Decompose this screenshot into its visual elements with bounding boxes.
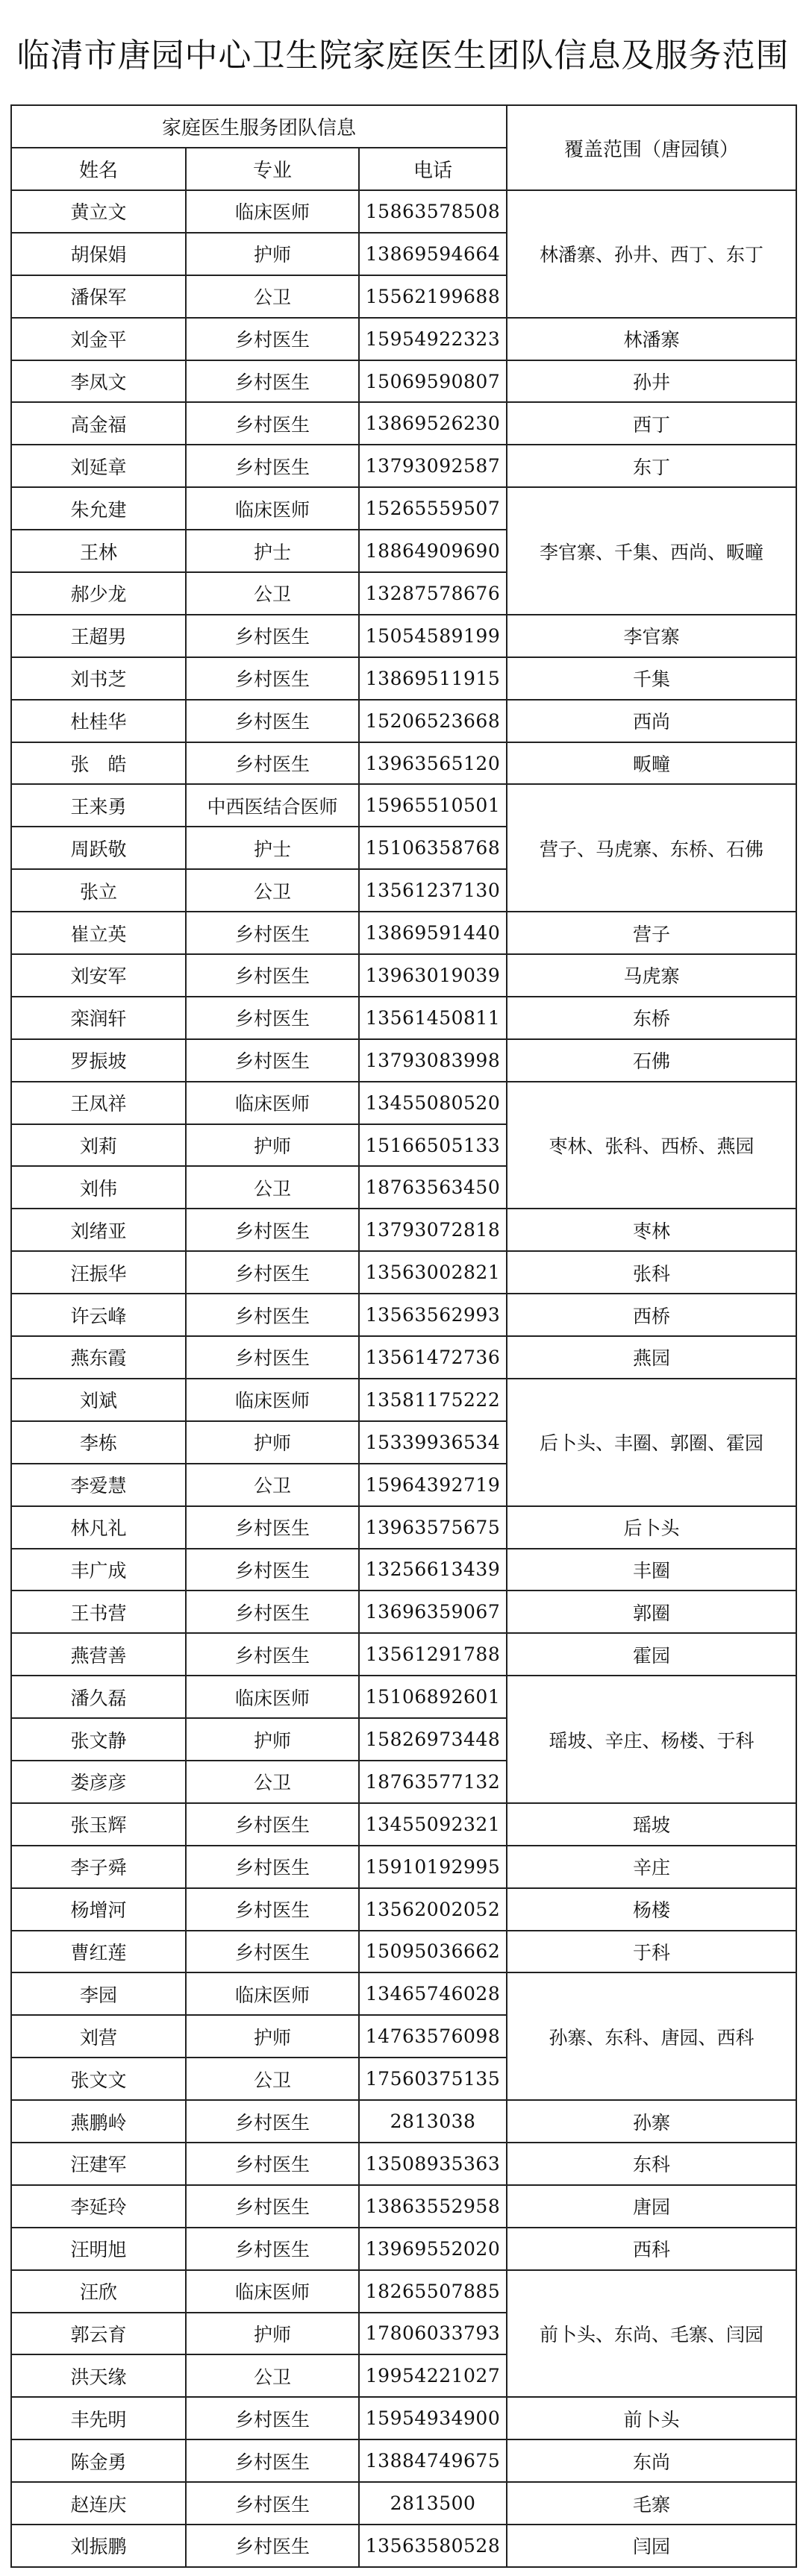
cell-specialty: 乡村医生 [186, 2397, 359, 2439]
table-row [11, 1931, 796, 1973]
cell-name: 郝少龙 [11, 572, 186, 615]
cell-specialty: 乡村医生 [186, 700, 359, 742]
cell-phone: 17806033793 [359, 2313, 507, 2355]
cell-phone: 15339936534 [359, 1421, 507, 1464]
cell-specialty: 乡村医生 [186, 1294, 359, 1336]
cell-name: 李子舜 [11, 1846, 186, 1888]
cell-name: 李爱慧 [11, 1464, 186, 1506]
cell-phone: 13696359067 [359, 1591, 507, 1633]
page-title: 临清市唐园中心卫生院家庭医生团队信息及服务范围 [16, 37, 790, 75]
cell-name: 王书营 [11, 1591, 186, 1633]
cell-phone: 13508935363 [359, 2143, 507, 2185]
cell-name: 刘绪亚 [11, 1209, 186, 1251]
cell-name: 黄立文 [11, 190, 186, 233]
table-row [11, 700, 796, 742]
cell-name: 胡保娟 [11, 233, 186, 275]
cell-specialty: 公卫 [186, 869, 359, 912]
cell-coverage: 东科 [507, 2143, 796, 2185]
cell-phone: 19954221027 [359, 2354, 507, 2397]
cell-coverage: 霍园 [507, 1633, 796, 1676]
cell-coverage: 于科 [507, 1931, 796, 1973]
cell-coverage: 丰圈 [507, 1549, 796, 1591]
cell-name: 林凡礼 [11, 1506, 186, 1549]
cell-specialty: 乡村医生 [186, 1803, 359, 1846]
header-team-info: 家庭医生服务团队信息 [11, 105, 507, 148]
cell-coverage: 东桥 [507, 997, 796, 1039]
cell-specialty: 乡村医生 [186, 997, 359, 1039]
cell-specialty: 乡村医生 [186, 2482, 359, 2525]
cell-name: 洪天缘 [11, 2354, 186, 2397]
cell-name: 燕营善 [11, 1633, 186, 1676]
cell-phone: 18763563450 [359, 1166, 507, 1209]
header-specialty: 专业 [186, 148, 359, 190]
cell-name: 刘振鹏 [11, 2525, 186, 2567]
table-row [11, 445, 796, 487]
cell-name: 刘营 [11, 2015, 186, 2058]
cell-coverage: 前卜头 [507, 2397, 796, 2439]
cell-phone: 15910192995 [359, 1846, 507, 1888]
cell-coverage: 后卜头 [507, 1506, 796, 1549]
cell-specialty: 公卫 [186, 1464, 359, 1506]
cell-name: 丰先明 [11, 2397, 186, 2439]
cell-specialty: 乡村医生 [186, 912, 359, 954]
cell-phone: 15166505133 [359, 1124, 507, 1167]
cell-coverage: 东丁 [507, 445, 796, 487]
cell-specialty: 乡村医生 [186, 1931, 359, 1973]
cell-name: 刘安军 [11, 954, 186, 997]
table-row [11, 1251, 796, 1294]
cell-coverage: 枣林 [507, 1209, 796, 1251]
cell-phone: 2813500 [359, 2482, 507, 2525]
cell-name: 刘延章 [11, 445, 186, 487]
table-row [11, 1506, 796, 1549]
cell-phone: 13793072818 [359, 1209, 507, 1251]
cell-phone: 13884749675 [359, 2439, 507, 2482]
cell-name: 周跃敬 [11, 827, 186, 869]
cell-coverage: 西尚 [507, 700, 796, 742]
cell-specialty: 乡村医生 [186, 1336, 359, 1379]
cell-name: 李延玲 [11, 2185, 186, 2228]
cell-name: 刘莉 [11, 1124, 186, 1167]
cell-name: 王超男 [11, 615, 186, 657]
cell-phone: 13963575675 [359, 1506, 507, 1549]
table-row [11, 1549, 796, 1591]
cell-coverage: 西科 [507, 2228, 796, 2270]
cell-specialty: 临床医师 [186, 1082, 359, 1124]
cell-coverage: 杨楼 [507, 1888, 796, 1931]
table-row [11, 2270, 796, 2313]
cell-name: 汪明旭 [11, 2228, 186, 2270]
cell-coverage: 李官寨 [507, 615, 796, 657]
cell-coverage: 西桥 [507, 1294, 796, 1336]
cell-coverage: 孙井 [507, 360, 796, 403]
cell-specialty: 乡村医生 [186, 1633, 359, 1676]
cell-phone: 15106358768 [359, 827, 507, 869]
table-row [11, 1082, 796, 1124]
cell-specialty: 临床医师 [186, 1379, 359, 1421]
cell-coverage: 孙寨 [507, 2100, 796, 2143]
cell-name: 崔立英 [11, 912, 186, 954]
cell-phone: 13869591440 [359, 912, 507, 954]
cell-name: 杜桂华 [11, 700, 186, 742]
cell-coverage: 西丁 [507, 402, 796, 445]
cell-specialty: 乡村医生 [186, 360, 359, 403]
cell-specialty: 公卫 [186, 572, 359, 615]
cell-specialty: 乡村医生 [186, 1506, 359, 1549]
table-row [11, 1846, 796, 1888]
cell-coverage: 营子、马虎寨、东桥、石佛 [507, 784, 796, 912]
table-row [11, 402, 796, 445]
table-row [11, 954, 796, 997]
cell-phone: 13561472736 [359, 1336, 507, 1379]
table-row [11, 1888, 796, 1931]
cell-coverage: 辛庄 [507, 1846, 796, 1888]
table-row [11, 784, 796, 827]
cell-coverage: 毛寨 [507, 2482, 796, 2525]
table-row [11, 1803, 796, 1846]
cell-coverage: 燕园 [507, 1336, 796, 1379]
table-row [11, 1379, 796, 1421]
cell-name: 张文静 [11, 1718, 186, 1761]
cell-phone: 15054589199 [359, 615, 507, 657]
cell-name: 张 皓 [11, 742, 186, 785]
cell-specialty: 乡村医生 [186, 1888, 359, 1931]
cell-phone: 15095036662 [359, 1931, 507, 1973]
cell-name: 栾润轩 [11, 997, 186, 1039]
cell-specialty: 乡村医生 [186, 318, 359, 360]
table-row [11, 742, 796, 785]
cell-specialty: 乡村医生 [186, 445, 359, 487]
header-name: 姓名 [11, 148, 186, 190]
cell-specialty: 公卫 [186, 275, 359, 318]
cell-specialty: 临床医师 [186, 487, 359, 530]
table-row [11, 1633, 796, 1676]
cell-phone: 15863578508 [359, 190, 507, 233]
cell-phone: 13793092587 [359, 445, 507, 487]
cell-name: 燕鹏岭 [11, 2100, 186, 2143]
cell-name: 李凤文 [11, 360, 186, 403]
cell-coverage: 千集 [507, 657, 796, 700]
cell-phone: 15265559507 [359, 487, 507, 530]
cell-coverage: 闫园 [507, 2525, 796, 2567]
cell-name: 王凤祥 [11, 1082, 186, 1124]
table-row [11, 1591, 796, 1633]
cell-specialty: 临床医师 [186, 1972, 359, 2015]
cell-specialty: 乡村医生 [186, 657, 359, 700]
cell-phone: 15069590807 [359, 360, 507, 403]
cell-specialty: 护师 [186, 233, 359, 275]
table-row [11, 1972, 796, 2015]
cell-name: 王林 [11, 530, 186, 572]
cell-specialty: 护师 [186, 1421, 359, 1464]
cell-specialty: 乡村医生 [186, 1039, 359, 1082]
table-row [11, 2525, 796, 2567]
cell-name: 曹红莲 [11, 1931, 186, 1973]
cell-phone: 13465746028 [359, 1972, 507, 2015]
cell-phone: 13969552020 [359, 2228, 507, 2270]
cell-coverage: 孙寨、东科、唐园、西科 [507, 1972, 796, 2100]
cell-name: 郭云育 [11, 2313, 186, 2355]
table-row [11, 190, 796, 233]
cell-specialty: 乡村医生 [186, 742, 359, 785]
cell-specialty: 乡村医生 [186, 2185, 359, 2228]
cell-name: 刘斌 [11, 1379, 186, 1421]
table-row [11, 2439, 796, 2482]
cell-name: 陈金勇 [11, 2439, 186, 2482]
cell-specialty: 乡村医生 [186, 1209, 359, 1251]
cell-phone: 13863552958 [359, 2185, 507, 2228]
table-row [11, 1676, 796, 1718]
table-row [11, 1336, 796, 1379]
cell-phone: 13561237130 [359, 869, 507, 912]
cell-phone: 13869594664 [359, 233, 507, 275]
cell-phone: 13561450811 [359, 997, 507, 1039]
cell-phone: 13455092321 [359, 1803, 507, 1846]
cell-phone: 15826973448 [359, 1718, 507, 1761]
table-row [11, 615, 796, 657]
cell-phone: 13562002052 [359, 1888, 507, 1931]
cell-specialty: 护士 [186, 530, 359, 572]
cell-phone: 13563580528 [359, 2525, 507, 2567]
roster-body [11, 190, 796, 2567]
cell-specialty: 公卫 [186, 2354, 359, 2397]
table-row [11, 318, 796, 360]
cell-phone: 15206523668 [359, 700, 507, 742]
cell-coverage: 马虎寨 [507, 954, 796, 997]
header-phone: 电话 [359, 148, 507, 190]
cell-specialty: 公卫 [186, 1761, 359, 1803]
cell-phone: 15954934900 [359, 2397, 507, 2439]
cell-name: 汪欣 [11, 2270, 186, 2313]
cell-phone: 13256613439 [359, 1549, 507, 1591]
cell-name: 刘书芝 [11, 657, 186, 700]
cell-coverage: 唐园 [507, 2185, 796, 2228]
cell-specialty: 乡村医生 [186, 954, 359, 997]
cell-coverage: 畈疃 [507, 742, 796, 785]
cell-name: 李栋 [11, 1421, 186, 1464]
cell-specialty: 乡村医生 [186, 1251, 359, 1294]
cell-coverage: 林潘寨 [507, 318, 796, 360]
cell-phone: 15964392719 [359, 1464, 507, 1506]
cell-name: 李园 [11, 1972, 186, 2015]
cell-name: 高金福 [11, 402, 186, 445]
cell-coverage: 张科 [507, 1251, 796, 1294]
cell-specialty: 护师 [186, 1124, 359, 1167]
cell-coverage: 郭圈 [507, 1591, 796, 1633]
cell-coverage: 东尚 [507, 2439, 796, 2482]
cell-phone: 13963019039 [359, 954, 507, 997]
table-row [11, 2100, 796, 2143]
cell-name: 丰广成 [11, 1549, 186, 1591]
cell-specialty: 乡村医生 [186, 2439, 359, 2482]
cell-phone: 13869511915 [359, 657, 507, 700]
cell-name: 潘久磊 [11, 1676, 186, 1718]
cell-phone: 13963565120 [359, 742, 507, 785]
cell-specialty: 临床医师 [186, 190, 359, 233]
cell-name: 汪振华 [11, 1251, 186, 1294]
cell-name: 刘伟 [11, 1166, 186, 1209]
cell-coverage: 营子 [507, 912, 796, 954]
cell-specialty: 乡村医生 [186, 2100, 359, 2143]
table-row [11, 997, 796, 1039]
cell-specialty: 乡村医生 [186, 1549, 359, 1591]
cell-phone: 15562199688 [359, 275, 507, 318]
cell-phone: 15106892601 [359, 1676, 507, 1718]
cell-phone: 13869526230 [359, 402, 507, 445]
cell-phone: 18864909690 [359, 530, 507, 572]
cell-phone: 13563002821 [359, 1251, 507, 1294]
table-row [11, 1209, 796, 1251]
cell-specialty: 临床医师 [186, 1676, 359, 1718]
cell-name: 娄彦彦 [11, 1761, 186, 1803]
cell-coverage: 前卜头、东尚、毛寨、闫园 [507, 2270, 796, 2398]
cell-phone: 18763577132 [359, 1761, 507, 1803]
table-row [11, 1039, 796, 1082]
cell-coverage: 枣林、张科、西桥、燕园 [507, 1082, 796, 1209]
cell-name: 张玉辉 [11, 1803, 186, 1846]
cell-name: 许云峰 [11, 1294, 186, 1336]
cell-name: 朱允建 [11, 487, 186, 530]
table-row [11, 1294, 796, 1336]
cell-phone: 2813038 [359, 2100, 507, 2143]
cell-name: 张立 [11, 869, 186, 912]
cell-specialty: 公卫 [186, 2058, 359, 2100]
table-row [11, 657, 796, 700]
cell-specialty: 乡村医生 [186, 2525, 359, 2567]
cell-coverage: 林潘寨、孙井、西丁、东丁 [507, 190, 796, 318]
table-row [11, 360, 796, 403]
cell-phone: 13561291788 [359, 1633, 507, 1676]
cell-phone: 13581175222 [359, 1379, 507, 1421]
cell-phone: 14763576098 [359, 2015, 507, 2058]
table-row [11, 2185, 796, 2228]
cell-specialty: 乡村医生 [186, 2143, 359, 2185]
cell-coverage: 后卜头、丰圈、郭圈、霍园 [507, 1379, 796, 1506]
cell-phone: 17560375135 [359, 2058, 507, 2100]
cell-phone: 15965510501 [359, 784, 507, 827]
cell-specialty: 乡村医生 [186, 2228, 359, 2270]
cell-specialty: 公卫 [186, 1166, 359, 1209]
table-row [11, 487, 796, 530]
cell-name: 张文文 [11, 2058, 186, 2100]
cell-name: 王来勇 [11, 784, 186, 827]
cell-specialty: 乡村医生 [186, 1846, 359, 1888]
cell-name: 汪建军 [11, 2143, 186, 2185]
header-row-group [11, 105, 796, 148]
cell-name: 燕东霞 [11, 1336, 186, 1379]
cell-name: 赵连庆 [11, 2482, 186, 2525]
header-coverage: 覆盖范围（唐园镇） [507, 105, 796, 190]
cell-phone: 13563562993 [359, 1294, 507, 1336]
table-row [11, 2397, 796, 2439]
table-row [11, 2482, 796, 2525]
cell-coverage: 瑶坡、辛庄、杨楼、于科 [507, 1676, 796, 1803]
cell-coverage: 李官寨、千集、西尚、畈疃 [507, 487, 796, 615]
cell-phone: 13287578676 [359, 572, 507, 615]
cell-coverage: 瑶坡 [507, 1803, 796, 1846]
team-roster-table [10, 104, 797, 2568]
cell-phone: 13793083998 [359, 1039, 507, 1082]
cell-phone: 18265507885 [359, 2270, 507, 2313]
cell-specialty: 乡村医生 [186, 402, 359, 445]
cell-name: 杨增河 [11, 1888, 186, 1931]
cell-phone: 15954922323 [359, 318, 507, 360]
cell-specialty: 乡村医生 [186, 1591, 359, 1633]
cell-name: 潘保军 [11, 275, 186, 318]
cell-specialty: 护师 [186, 1718, 359, 1761]
table-row [11, 912, 796, 954]
cell-name: 罗振坡 [11, 1039, 186, 1082]
cell-specialty: 乡村医生 [186, 615, 359, 657]
table-row [11, 2228, 796, 2270]
cell-specialty: 临床医师 [186, 2270, 359, 2313]
cell-coverage: 石佛 [507, 1039, 796, 1082]
cell-specialty: 中西医结合医师 [186, 784, 359, 827]
cell-specialty: 护师 [186, 2313, 359, 2355]
cell-name: 刘金平 [11, 318, 186, 360]
cell-specialty: 护士 [186, 827, 359, 869]
table-row [11, 2143, 796, 2185]
cell-specialty: 护师 [186, 2015, 359, 2058]
cell-phone: 13455080520 [359, 1082, 507, 1124]
